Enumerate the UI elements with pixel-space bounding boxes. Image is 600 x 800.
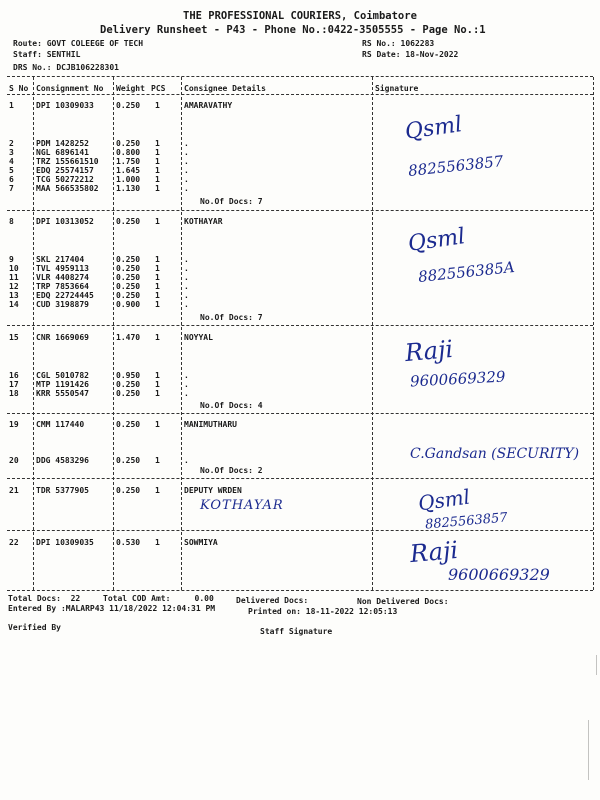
row-weight: 0.250 [116,486,141,495]
rs-date: RS Date: 18-Nov-2022 [362,50,459,59]
row-consignment: EDQ 25574157 [36,166,94,175]
header-bottom-rule [7,94,593,95]
row-pcs: 1 [155,157,160,166]
row-consignment: MAA 566535802 [36,184,99,193]
group-separator [7,413,593,414]
row-sno: 13 [9,291,19,300]
col-pcs: PCS [151,84,166,93]
row-pcs: 1 [155,148,160,157]
total-cod: Total COD Amt: 0.00 [103,594,214,603]
row-weight: 0.250 [116,273,141,282]
row-dot: . [184,166,189,175]
docs-count: No.Of Docs: 7 [200,313,263,322]
row-dot: . [184,300,189,309]
row-weight: 0.250 [116,291,141,300]
col-separator [372,77,373,590]
row-weight: 0.250 [116,217,141,226]
row-consignment: CUD 3198879 [36,300,89,309]
row-dot: . [184,255,189,264]
row-sno: 14 [9,300,19,309]
row-pcs: 1 [155,255,160,264]
signature-phone: 9600669329 [409,367,506,391]
row-pcs: 1 [155,291,160,300]
row-consignment: TCG 50272212 [36,175,94,184]
row-pcs: 1 [155,175,160,184]
row-sno: 21 [9,486,19,495]
row-consignment: TRZ 155661510 [36,157,99,166]
row-consignment: DPI 10309033 [36,101,94,110]
row-pcs: 1 [155,264,160,273]
non-delivered-docs: Non Delivered Docs: [357,597,449,606]
row-dot: . [184,389,189,398]
verified-by: Verified By [8,623,61,632]
row-weight: 0.530 [116,538,141,547]
consignee-name: NOYYAL [184,333,213,342]
row-weight: 1.750 [116,157,141,166]
row-weight: 0.250 [116,420,141,429]
row-pcs: 1 [155,333,160,342]
row-weight: 0.250 [116,139,141,148]
signature-scribble: Qsml [403,112,464,145]
docs-count: No.Of Docs: 2 [200,466,263,475]
row-pcs: 1 [155,166,160,175]
row-sno: 10 [9,264,19,273]
col-signature: Signature [375,84,419,93]
row-pcs: 1 [155,371,160,380]
row-sno: 11 [9,273,19,282]
row-dot: . [184,291,189,300]
handwritten-note: KOTHAYAR [200,498,284,513]
row-weight: 1.000 [116,175,141,184]
row-sno: 18 [9,389,19,398]
row-sno: 6 [9,175,14,184]
row-consignment: CNR 1669069 [36,333,89,342]
table-bottom-rule [7,590,593,591]
group-separator [7,210,593,211]
row-dot: . [184,139,189,148]
col-weight: Weight [116,84,145,93]
row-weight: 0.900 [116,300,141,309]
row-consignment: TDR 5377905 [36,486,89,495]
row-sno: 17 [9,380,19,389]
docs-count: No.Of Docs: 4 [200,401,263,410]
row-dot: . [184,456,189,465]
row-pcs: 1 [155,273,160,282]
signature-phone: 8825563857 [424,510,509,533]
row-sno: 19 [9,420,19,429]
row-sno: 3 [9,148,14,157]
row-sno: 1 [9,101,14,110]
row-weight: 0.250 [116,101,141,110]
row-consignment: PDM 1428252 [36,139,89,148]
row-weight: 0.250 [116,264,141,273]
row-consignment: TVL 4959113 [36,264,89,273]
row-consignment: DDG 4583296 [36,456,89,465]
row-sno: 2 [9,139,14,148]
signature-scribble: Raji [403,334,455,368]
col-consignment: Consignment No [36,84,104,93]
row-consignment: MTP 1191426 [36,380,89,389]
total-docs: Total Docs: 22 [8,594,81,603]
docs-count: No.Of Docs: 7 [200,197,263,206]
row-dot: . [184,148,189,157]
col-separator [181,77,182,590]
row-sno: 20 [9,456,19,465]
consignee-name: DEPUTY WRDEN [184,486,242,495]
row-sno: 16 [9,371,19,380]
row-consignment: SKL 217404 [36,255,85,264]
row-sno: 5 [9,166,14,175]
staff-signature-label: Staff Signature [260,627,333,636]
row-consignment: TRP 7853664 [36,282,89,291]
row-consignment: DPI 10309035 [36,538,94,547]
signature-phone: 8825563857 [407,152,505,180]
row-sno: 8 [9,217,14,226]
company-title: THE PROFESSIONAL COURIERS, Coimbatore [183,10,417,22]
signature-phone: 882556385A [417,257,516,287]
row-pcs: 1 [155,486,160,495]
row-consignment: NGL 6896141 [36,148,89,157]
row-weight: 0.950 [116,371,141,380]
scan-mark [588,720,589,780]
row-pcs: 1 [155,282,160,291]
row-weight: 0.250 [116,282,141,291]
row-pcs: 1 [155,456,160,465]
row-dot: . [184,175,189,184]
scan-mark [596,655,597,675]
row-dot: . [184,273,189,282]
row-weight: 0.250 [116,255,141,264]
row-weight: 1.130 [116,184,141,193]
signature-phone: 9600669329 [448,565,550,584]
row-consignment: VLR 4408274 [36,273,89,282]
entered-by: Entered By :MALARP43 11/18/2022 12:04:31 PM [8,604,216,613]
row-weight: 0.250 [116,389,141,398]
row-pcs: 1 [155,538,160,547]
row-dot: . [184,264,189,273]
consignee-name: MANIMUTHARU [184,420,237,429]
row-sno: 9 [9,255,14,264]
row-weight: 0.250 [116,456,141,465]
row-weight: 0.800 [116,148,141,157]
row-dot: . [184,380,189,389]
row-pcs: 1 [155,217,160,226]
row-consignment: CMM 117440 [36,420,85,429]
signature-scribble: Raji [408,535,460,569]
runsheet-title: Delivery Runsheet - P43 - Phone No.:0422-3505555 - Page No.:1 [100,24,486,36]
group-separator [7,530,593,531]
col-separator [113,77,114,590]
row-sno: 22 [9,538,19,547]
signature-scribble: Qsml [416,484,472,516]
row-pcs: 1 [155,389,160,398]
row-pcs: 1 [155,139,160,148]
drs-number: DRS No.: DCJB106228301 [13,63,119,72]
col-separator [593,77,594,590]
row-dot: . [184,371,189,380]
consignee-name: KOTHAYAR [184,217,223,226]
group-separator [7,478,593,479]
header-top-rule [7,76,593,77]
row-pcs: 1 [155,101,160,110]
route-label: Route: GOVT COLEEGE OF TECH [13,39,144,48]
row-pcs: 1 [155,380,160,389]
rs-number: RS No.: 1062283 [362,39,435,48]
row-consignment: KRR 5550547 [36,389,89,398]
printed-on: Printed on: 18-11-2022 12:05:13 [248,607,398,616]
row-dot: . [184,282,189,291]
delivered-docs: Delivered Docs: [236,596,309,605]
row-consignment: CGL 5010782 [36,371,89,380]
row-consignment: EDQ 22724445 [36,291,94,300]
row-sno: 15 [9,333,19,342]
row-dot: . [184,184,189,193]
row-dot: . [184,157,189,166]
group-separator [7,325,593,326]
row-consignment: DPI 10313052 [36,217,94,226]
row-weight: 1.470 [116,333,141,342]
consignee-name: SOWMIYA [184,538,218,547]
row-pcs: 1 [155,300,160,309]
row-pcs: 1 [155,420,160,429]
signature-text: C.Gandsan (SECURITY) [410,446,580,462]
row-sno: 4 [9,157,14,166]
row-sno: 12 [9,282,19,291]
col-sno: S No [9,84,29,93]
consignee-name: AMARAVATHY [184,101,233,110]
row-sno: 7 [9,184,14,193]
col-consignee: Consignee Details [184,84,266,93]
staff-label: Staff: SENTHIL [13,50,81,59]
row-pcs: 1 [155,184,160,193]
signature-scribble: Qsml [406,224,467,257]
row-weight: 1.645 [116,166,141,175]
col-separator [33,77,34,590]
row-weight: 0.250 [116,380,141,389]
